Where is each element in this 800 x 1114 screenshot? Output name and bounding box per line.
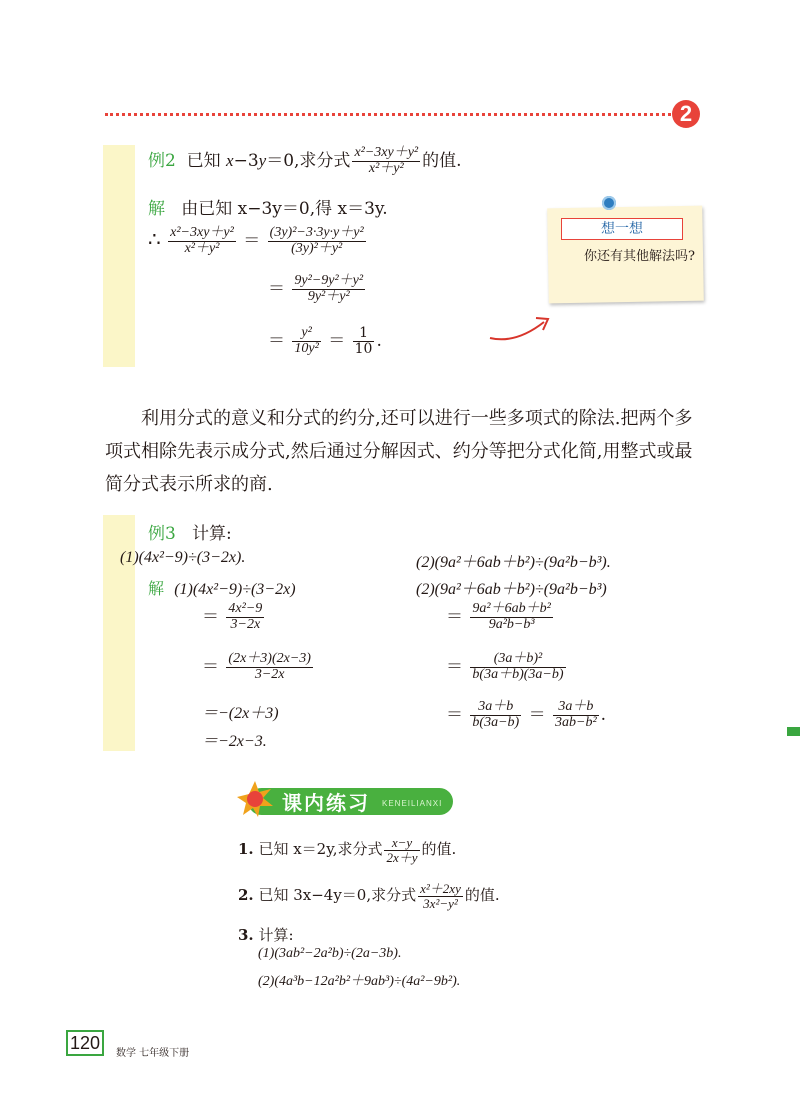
example2-question xyxy=(148,146,462,177)
sun-star-icon xyxy=(236,780,274,818)
fraction-denominator: 10 xyxy=(354,341,373,357)
example3-s1-fraction-b xyxy=(226,652,313,682)
fraction-numerator: 9y²−9y²＋y² xyxy=(294,273,364,289)
equals-sign: ＝ xyxy=(446,705,463,725)
exercise-3-part-1: (1)(3ab²−2a²b)÷(2a−3b). xyxy=(258,946,402,961)
therefore-symbol: ∴ xyxy=(148,227,161,251)
equals-sign: ＝ xyxy=(328,331,346,351)
chapter-number-badge: 2 xyxy=(672,100,700,128)
fraction-numerator: 9a²＋6ab＋b² xyxy=(472,601,551,617)
fraction-denominator: 10y² xyxy=(294,341,319,356)
equals-sign: ＝ xyxy=(446,607,463,627)
example2-question-den: x²＋y² xyxy=(368,161,404,176)
example3-s2-fraction-b xyxy=(470,652,565,682)
example3-title: 计算: xyxy=(192,524,232,544)
pushpin-icon xyxy=(602,196,616,210)
fraction-numerator: (3y)²−3·3y·y＋y² xyxy=(269,225,364,241)
fraction-numerator: 3a＋b xyxy=(470,700,521,716)
example2-step1 xyxy=(148,226,368,257)
fraction-denominator: b(3a＋b)(3a−b) xyxy=(472,667,564,682)
practice-title: 课内练习 xyxy=(282,791,370,815)
fraction-numerator: x²−3xy＋y² xyxy=(170,225,234,241)
fraction-numerator: (2x＋3)(2x−3) xyxy=(228,651,311,667)
fraction-denominator: 3−2x xyxy=(254,667,285,682)
example3-label: 例3 xyxy=(148,524,176,544)
fraction-denominator: x²＋y² xyxy=(184,241,220,256)
fraction-numerator: 1 xyxy=(353,326,375,342)
example3-s2-step-a xyxy=(446,602,555,633)
example3-s1-step-c: ＝−(2x＋3) xyxy=(202,705,279,722)
exercise-number: 1. xyxy=(238,840,254,859)
fraction-denominator: 3−2x xyxy=(230,617,261,632)
example2-fraction-result xyxy=(353,326,375,356)
practice-subtitle: KENEILIANXI xyxy=(382,799,443,808)
fraction-denominator: 3x²−y² xyxy=(423,895,458,911)
equals-sign: ＝ xyxy=(243,231,261,251)
fraction-numerator: x²＋2xy xyxy=(420,881,461,896)
example2-solution-label: 解 xyxy=(148,199,165,219)
example2-step3 xyxy=(268,326,382,357)
fraction-numerator: (3a＋b)² xyxy=(470,652,565,668)
fraction-denominator: b(3a−b) xyxy=(472,715,520,730)
example2-question-tail: 的值. xyxy=(422,151,462,171)
example3-solution-2-head: (2)(9a²＋6ab＋b²)÷(9a²b−b³) xyxy=(416,581,607,598)
think-note-body: 你还有其他解法吗? xyxy=(584,249,695,264)
exercise-number: 2. xyxy=(238,886,254,905)
equals-sign: ＝ xyxy=(528,705,546,725)
curved-arrow-icon xyxy=(486,308,556,344)
fraction-numerator: y² xyxy=(292,326,320,342)
fraction-numerator: 3a＋b xyxy=(553,700,599,716)
example2-question-fraction xyxy=(352,146,420,176)
example2-var-y: y xyxy=(258,151,267,170)
example3-solution-head-1 xyxy=(148,576,296,599)
fraction-numerator: x−y xyxy=(384,836,419,851)
example3-s2-step-c xyxy=(446,700,606,731)
example2-var-x: x xyxy=(226,151,234,170)
fraction-denominator: 9y²＋y² xyxy=(307,289,350,304)
period: . xyxy=(376,331,382,351)
fraction-numerator: 4x²−9 xyxy=(228,601,263,617)
fraction-denominator: 3ab−b² xyxy=(555,715,597,730)
fraction-denominator: 2x＋y xyxy=(386,849,418,865)
example2-fraction-simplified xyxy=(292,326,320,356)
example2-solution-text: 由已知 x−3y＝0,得 x＝3y. xyxy=(181,199,388,219)
exercise-3 xyxy=(238,924,294,945)
example2-solution-line xyxy=(148,194,388,219)
example2-question-num: x²−3xy＋y² xyxy=(354,145,419,161)
example3-s1-step-d: ＝−2x−3. xyxy=(202,733,267,750)
body-paragraph: 利用分式的意义和分式的约分,还可以进行一些多项式的除法.把两个多项式相除先表示成分式,然后通过分解因式、约分等把分式化简,用整式或最简分式表示所求的商. xyxy=(105,408,693,495)
exercise-1-pre: 已知 x＝2y,求分式 xyxy=(258,840,383,859)
example2-question-text: 已知 xyxy=(186,151,221,171)
example3-solution-label: 解 xyxy=(148,579,165,598)
equals-sign: ＝ xyxy=(446,657,463,677)
exercise-1-post: 的值. xyxy=(421,840,457,859)
exercise-number: 3. xyxy=(238,926,254,944)
exercise-1 xyxy=(238,836,456,864)
equals-sign: ＝ xyxy=(268,279,285,299)
fraction-denominator: (3y)²＋y² xyxy=(291,241,343,256)
example2-highlight-bar xyxy=(103,145,135,367)
fraction-denominator: 9a²b−b³ xyxy=(488,617,535,632)
example3-problem-2: (2)(9a²＋6ab＋b²)÷(9a²b−b³). xyxy=(416,554,611,571)
book-title: 数学 七年级下册 xyxy=(116,1048,190,1059)
example2-eq-minus: −3 xyxy=(233,151,259,171)
header-dotted-rule xyxy=(105,113,671,116)
exercise-1-fraction xyxy=(384,836,419,864)
example3-s2-step-b xyxy=(446,652,568,683)
example3-s1-step-a xyxy=(202,602,266,633)
think-note-title: 想一想 xyxy=(561,218,683,240)
example3-s1-fraction-a xyxy=(226,602,264,632)
exercise-2 xyxy=(238,882,500,910)
example2-label: 例2 xyxy=(148,151,176,171)
exercise-2-fraction xyxy=(418,882,463,910)
example2-question-mid: ＝0,求分式 xyxy=(266,151,351,171)
page-number: 120 xyxy=(66,1030,104,1056)
example3-heading xyxy=(148,519,232,544)
example3-s2-fraction-a xyxy=(470,602,552,632)
example3-solution-1-head: (1)(4x²−9)÷(3−2x) xyxy=(174,581,296,598)
example2-fraction-substituted xyxy=(268,226,366,256)
example3-problem-1: (1)(4x²−9)÷(3−2x). xyxy=(120,549,246,566)
example3-s2-fraction-c xyxy=(470,700,521,730)
exercise-2-pre: 已知 3x−4y＝0,求分式 xyxy=(258,886,417,905)
equals-sign: ＝ xyxy=(202,657,219,677)
chapter-edge-tab xyxy=(787,727,800,736)
example2-fraction-expanded xyxy=(292,274,365,304)
example2-step2 xyxy=(268,274,367,305)
period: . xyxy=(600,705,607,725)
equals-sign: ＝ xyxy=(202,607,219,627)
example3-s1-step-b xyxy=(202,652,315,683)
exercise-2-post: 的值. xyxy=(464,886,500,905)
exercise-3-title: 计算: xyxy=(258,926,294,944)
example2-fraction-original xyxy=(168,226,236,256)
equals-sign: ＝ xyxy=(268,331,285,351)
example3-s2-fraction-d xyxy=(553,700,599,730)
exercise-3-part-2: (2)(4a³b−12a²b²＋9ab³)÷(4a²−9b²). xyxy=(258,974,461,989)
